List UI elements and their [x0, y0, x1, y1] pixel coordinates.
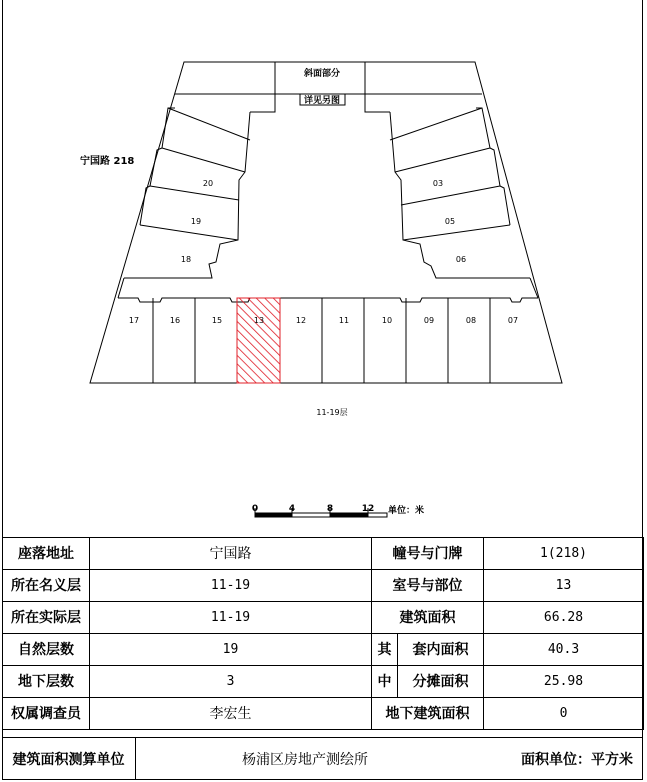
unit-06-label: 06: [455, 255, 467, 264]
actual-floor-value: 11-19: [90, 602, 372, 634]
scale-tick-8: 8: [326, 504, 334, 514]
address-value: 宁国路: [90, 538, 372, 570]
unit-03-label: 03: [432, 179, 444, 188]
surveyor-label: 权属调查员: [3, 698, 90, 730]
room-label: 室号与部位: [372, 570, 484, 602]
table-row: [3, 698, 644, 730]
surveyor-value: 李宏生: [90, 698, 372, 730]
table-row: [3, 634, 644, 666]
room-value: 13: [484, 570, 644, 602]
underground-area-value: 0: [484, 698, 644, 730]
table-row: [3, 538, 644, 570]
unit-09-label: 09: [423, 316, 435, 325]
building-outline: [90, 62, 562, 383]
unit-15-label: 15: [211, 316, 223, 325]
area-unit-label: 面积单位：平方米: [521, 752, 633, 768]
of-which-2: 中: [372, 666, 398, 698]
scale-unit-label: 单位：米: [388, 506, 425, 516]
unit-05-label: 05: [444, 217, 456, 226]
inner-area-label: 套内面积: [398, 634, 484, 666]
scale-tick-12: 12: [361, 504, 375, 514]
unit-17-label: 17: [128, 316, 140, 325]
table-row: [3, 570, 644, 602]
unit-13-label: 13: [253, 316, 265, 325]
nominal-floor-value: 11-19: [90, 570, 372, 602]
shared-area-value: 25.98: [484, 666, 644, 698]
underground-floors-value: 3: [90, 666, 372, 698]
of-which-1: 其: [372, 634, 398, 666]
floor-caption: 11-19层: [316, 408, 348, 417]
scale-tick-0: 0: [251, 504, 259, 514]
scale-tick-4: 4: [288, 504, 296, 514]
unit-16-label: 16: [169, 316, 181, 325]
unit-10-label: 10: [381, 316, 393, 325]
courtyard-outline: [124, 112, 250, 278]
building-value: 1(218): [484, 538, 644, 570]
area-label: 建筑面积: [372, 602, 484, 634]
unit-07-label: 07: [507, 316, 519, 325]
unit-19-label: 19: [190, 217, 202, 226]
actual-floor-label: 所在实际层: [3, 602, 90, 634]
natural-floors-value: 19: [90, 634, 372, 666]
address-label: 座落地址: [3, 538, 90, 570]
road-label: 宁国路 218: [80, 156, 135, 167]
selected-unit-hatch: [237, 298, 280, 383]
unit-12-label: 12: [295, 316, 307, 325]
building-label: 幢号与门牌: [372, 538, 484, 570]
shared-area-label: 分摊面积: [398, 666, 484, 698]
unit-08-label: 08: [465, 316, 477, 325]
underground-floors-label: 地下层数: [3, 666, 90, 698]
area-value: 66.28: [484, 602, 644, 634]
unit-18-label: 18: [180, 255, 192, 264]
table-row: [3, 666, 644, 698]
unit-11-label: 11: [338, 316, 350, 325]
underground-area-label: 地下建筑面积: [372, 698, 484, 730]
nominal-floor-label: 所在名义层: [3, 570, 90, 602]
see-label: 详见另图: [303, 96, 341, 106]
table-row: [3, 602, 644, 634]
inner-area-value: 40.3: [484, 634, 644, 666]
org-name: 杨浦区房地产测绘所: [242, 752, 368, 768]
property-info-table: [2, 537, 644, 730]
slope-label: 斜面部分: [303, 69, 341, 79]
natural-floors-label: 自然层数: [3, 634, 90, 666]
unit-org-label: 建筑面积测算单位: [2, 738, 136, 780]
footer-row: [2, 737, 643, 780]
unit-20-label: 20: [202, 179, 214, 188]
